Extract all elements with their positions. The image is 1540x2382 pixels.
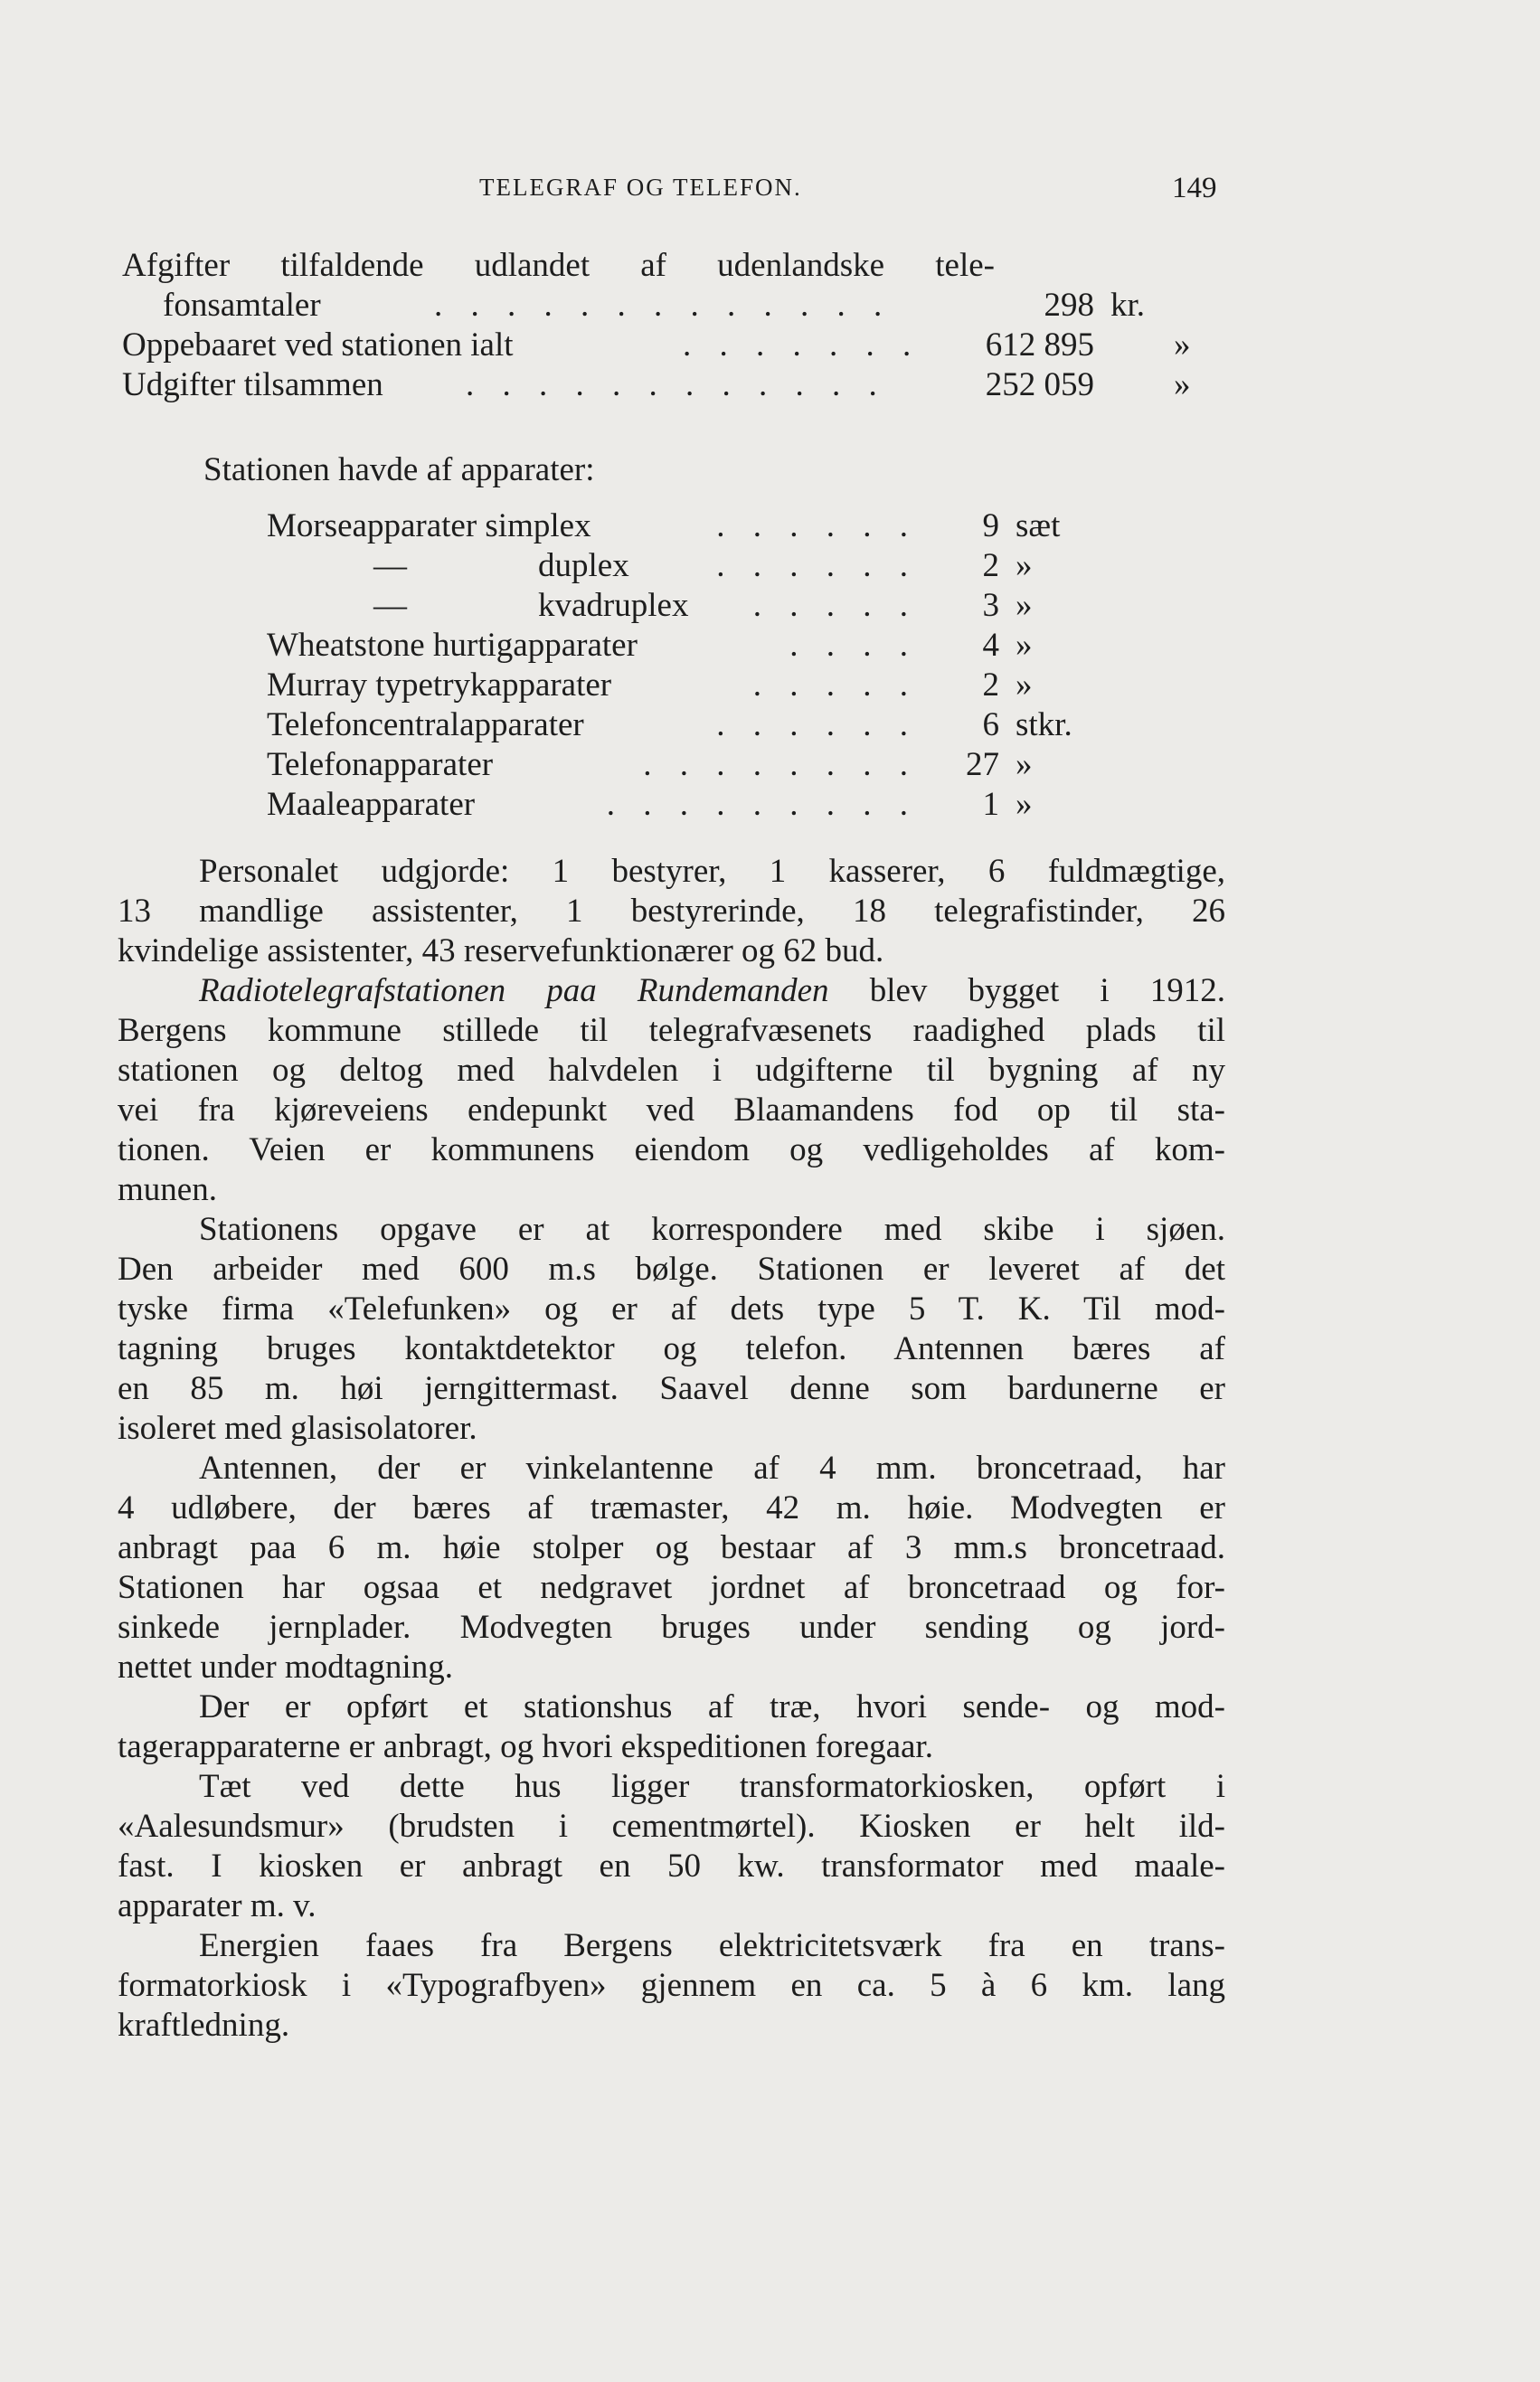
leader-dots: . . . . . . <box>716 547 918 584</box>
apparatus-label: Murray typetrykapparater <box>267 666 612 704</box>
text-line: vei fra kjøreveiens endepunkt ved Blaamandens fod op til sta- <box>118 1092 1225 1129</box>
text-line: «Aalesundsmur» (brudsten i cementmørtel). Kiosken er helt ild- <box>118 1808 1225 1845</box>
accounts-row-2-label: Oppebaaret ved stationen ialt <box>122 326 514 364</box>
text-line: anbragt paa 6 m. høie stolper og bestaar af 3 mm.s broncetraad. <box>118 1529 1225 1566</box>
accounts-row-1-value: 298 <box>1044 287 1094 324</box>
text-line <box>118 971 1225 1011</box>
apparatus-row <box>267 666 1135 705</box>
apparatus-unit: » <box>1016 746 1033 783</box>
text-line: tagerapparaterne er anbragt, og hvori ekspeditionen foregaar. <box>118 1728 933 1765</box>
leader-dots: . . . . . . . <box>683 326 921 364</box>
text-line: isoleret med glasisolatorer. <box>118 1410 477 1447</box>
paragraph-personnel <box>118 852 1225 971</box>
leader-dots: . . . . . . <box>716 507 918 544</box>
apparatus-value: 9 <box>982 507 999 544</box>
apparatus-value: 1 <box>982 786 999 823</box>
italic-heading: Radiotelegrafstationen paa Rundemanden <box>199 972 829 1009</box>
text-line: Personalet udgjorde: 1 bestyrer, 1 kasserer, 6 fuldmægtige, <box>199 853 1225 890</box>
text-line: stationen og deltog med halvdelen i udgifterne til bygning af ny <box>118 1052 1225 1089</box>
text-line: tyske firma «Telefunken» og er af dets type 5 T. K. Til mod- <box>118 1290 1225 1328</box>
text-line: nettet under modtagning. <box>118 1649 453 1686</box>
text-line: Den arbeider med 600 m.s bølge. Stationen er leveret af det <box>118 1251 1225 1288</box>
apparatus-row <box>267 586 1135 626</box>
apparatus-unit: stkr. <box>1016 706 1072 743</box>
accounts-row-3 <box>122 365 1243 405</box>
apparatus-value: 3 <box>982 587 999 624</box>
text-line: en 85 m. høi jerngittermast. Saavel denne som bardunerne er <box>118 1370 1225 1407</box>
text-line: Bergens kommune stillede til telegrafvæsenets raadighed plads til <box>118 1012 1225 1049</box>
apparatus-value: 4 <box>982 627 999 664</box>
paragraph-task <box>118 1210 1225 1449</box>
accounts-row-3-value: 252 059 <box>985 366 1094 403</box>
accounts-row-3-label: Udgifter tilsammen <box>122 366 383 403</box>
text-line: kraftledning. <box>118 2007 290 2044</box>
paragraph-energy <box>118 1926 1225 2046</box>
apparatus-unit: » <box>1016 666 1033 704</box>
apparatus-row <box>267 546 1135 586</box>
text-line: Der er opført et stationshus af træ, hvori sende- og mod- <box>199 1688 1225 1725</box>
apparatus-label: Telefonapparater <box>267 746 494 783</box>
text-line: Tæt ved dette hus ligger transformatorkiosken, opført i <box>199 1768 1225 1805</box>
text-line: Energien faaes fra Bergens elektricitetsværk fra en trans- <box>199 1927 1225 1964</box>
paragraph-antenna <box>118 1449 1225 1687</box>
apparatus-label: kvadruplex <box>538 587 689 624</box>
apparatus-unit: sæt <box>1016 507 1061 544</box>
leader-dots: . . . . . <box>752 587 918 624</box>
apparatus-label: Wheatstone hurtigapparater <box>267 627 638 664</box>
ditto-dash: — <box>373 547 407 584</box>
text-line: 4 udløbere, der bæres af træmaster, 42 m. høie. Modvegten er <box>118 1489 1225 1527</box>
leader-dots: . . . . . . . . . . . . <box>466 366 887 403</box>
apparatus-label: Telefoncentralapparater <box>267 706 584 743</box>
text-line: Stationen har ogsaa et nedgravet jordnet af broncetraad og for- <box>118 1569 1225 1606</box>
leader-dots: . . . . . <box>752 666 918 704</box>
apparatus-unit: » <box>1016 627 1033 664</box>
apparatus-row <box>267 785 1135 825</box>
apparatus-heading: Stationen havde af apparater: <box>203 451 595 488</box>
apparatus-label: duplex <box>538 547 629 584</box>
apparatus-row <box>267 745 1135 785</box>
apparatus-unit: » <box>1016 786 1033 823</box>
text-line: fast. I kiosken er anbragt en 50 kw. transformator med maale- <box>118 1848 1225 1885</box>
apparatus-unit: » <box>1016 587 1033 624</box>
text-span: blev bygget i 1912. <box>869 972 1226 1009</box>
text-line: munen. <box>118 1171 217 1208</box>
accounts-row-2 <box>122 326 1243 365</box>
text-line: Stationens opgave er at korrespondere med skibe i sjøen. <box>199 1211 1225 1248</box>
apparatus-value: 6 <box>982 706 999 743</box>
text-line: tionen. Veien er kommunens eiendom og vedligeholdes af kom- <box>118 1131 1225 1168</box>
accounts-row-1-label: fonsamtaler <box>163 287 321 324</box>
text-line: 13 mandlige assistenter, 1 bestyrerinde, 18 telegrafistinder, 26 <box>118 893 1225 930</box>
text-line: sinkede jernplader. Modvegten bruges under sending og jord- <box>118 1609 1225 1646</box>
text-line: apparater m. v. <box>118 1887 317 1924</box>
text-line: Antennen, der er vinkelantenne af 4 mm. broncetraad, har <box>199 1450 1225 1487</box>
page-number: 149 <box>1172 172 1217 204</box>
leader-dots: . . . . <box>789 627 918 664</box>
leader-dots: . . . . . . . . <box>643 746 918 783</box>
apparatus-row <box>267 705 1135 745</box>
apparatus-value: 2 <box>982 547 999 584</box>
accounts-row-1-unit: kr. <box>1110 287 1146 324</box>
apparatus-row <box>267 506 1135 546</box>
apparatus-label: Morseapparater simplex <box>267 507 591 544</box>
ditto-dash: — <box>373 587 407 624</box>
accounts-row-3-unit: » <box>1174 366 1191 403</box>
leader-dots: . . . . . . . . . . . . . <box>434 287 893 324</box>
accounts-row-1 <box>163 286 1248 326</box>
text-line: formatorkiosk i «Typografbyen» gjennem en ca. 5 à 6 km. lang <box>118 1967 1225 2004</box>
apparatus-value: 27 <box>966 746 999 783</box>
apparatus-label: Maaleapparater <box>267 786 476 823</box>
leader-dots: . . . . . . . . . <box>606 786 918 823</box>
apparatus-unit: » <box>1016 547 1033 584</box>
paragraph-station-house <box>118 1687 1225 1767</box>
accounts-row-2-unit: » <box>1174 326 1191 364</box>
accounts-row-2-value: 612 895 <box>985 326 1094 364</box>
apparatus-row <box>267 626 1135 666</box>
leader-dots: . . . . . . <box>716 706 918 743</box>
text-line: tagning bruges kontaktdetektor og telefon. Antennen bæres af <box>118 1330 1225 1367</box>
apparatus-value: 2 <box>982 666 999 704</box>
text-line: kvindelige assistenter, 43 reservefunktionærer og 62 bud. <box>118 932 884 969</box>
accounts-line-1: Afgifter tilfaldende udlandet af udenlandske tele- <box>122 247 995 284</box>
paragraph-radio-station <box>118 971 1225 1210</box>
running-head: TELEGRAF OG TELEFON. <box>479 174 802 201</box>
paragraph-kiosk <box>118 1767 1225 1926</box>
